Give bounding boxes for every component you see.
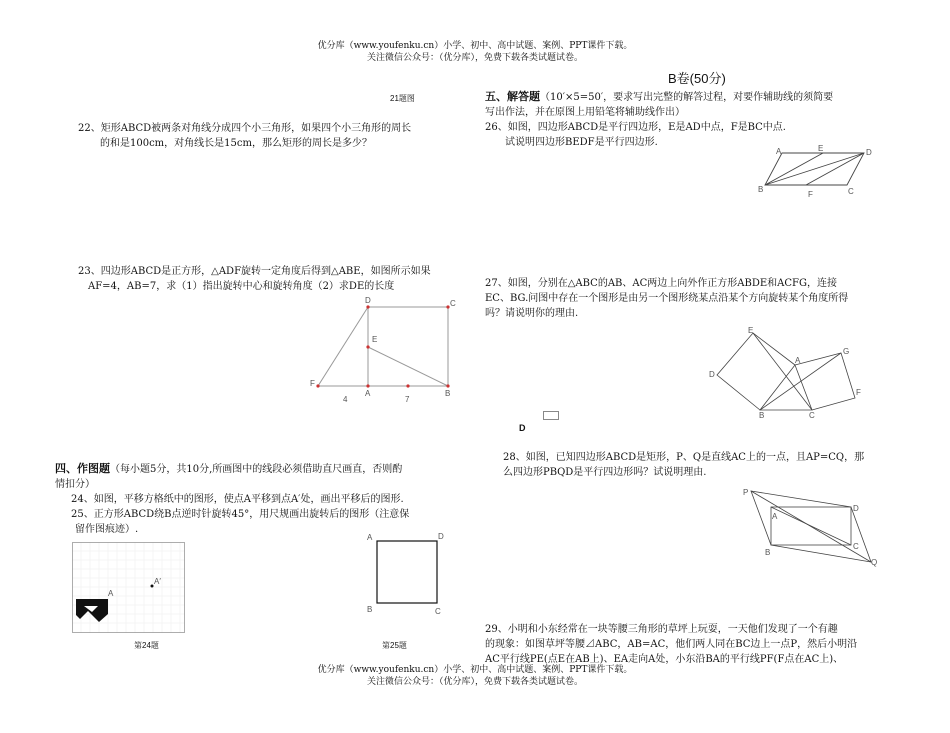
question-28 bbox=[503, 450, 913, 480]
question-27 bbox=[485, 276, 905, 321]
section-5 bbox=[485, 90, 905, 150]
question-22 bbox=[78, 121, 478, 151]
fig23-label-a: A bbox=[365, 389, 371, 398]
fig23-label-d: D bbox=[365, 296, 371, 305]
fig24-caption: 第24题 bbox=[134, 641, 159, 650]
paper-b-title: B卷(50分) bbox=[668, 71, 726, 86]
stray-label-d: D bbox=[519, 423, 526, 433]
figure-28 bbox=[743, 485, 883, 575]
q27-line-1: 27、如图，分别在△ABC的AB、AC两边上向外作正方形ABDE和ACFG，连接 bbox=[485, 278, 837, 289]
q23-line-1: 23、四边形ABCD是正方形，△ADF旋转一定角度后得到△ABE，如图所示如果 bbox=[78, 266, 431, 277]
fig25-label-a: A bbox=[367, 533, 373, 542]
q27-line-3: 吗？请说明你的理由. bbox=[485, 308, 579, 319]
fig25-label-d: D bbox=[438, 532, 444, 541]
fig27-label-b: B bbox=[759, 411, 765, 420]
q26-line-2: 试说明四边形BEDF是平行四边形. bbox=[505, 137, 658, 148]
section-4 bbox=[55, 462, 475, 537]
figure-27 bbox=[705, 325, 865, 420]
fig28-label-p: P bbox=[743, 488, 749, 497]
fig27-label-d: D bbox=[709, 370, 715, 379]
q29-line-3: AC平行线PE(点E在AB上)、EA走向A处，小东沿BA的平行线PF(F点在AC上)、 bbox=[485, 654, 844, 665]
q29-line-2: 的现象：如图草坪等腰⊿ABC，AB=AC，他们两人同在BC边上一点P，然后小明沿 bbox=[485, 639, 858, 650]
footer-line-1: 优分库（www.youfenku.cn）小学、初中、高中试题、案例、PPT课件下载。 bbox=[317, 665, 633, 675]
q29-line-1: 29、小明和小东经常在一块等腰三角形的草坪上玩耍，一天他们发现了一个有趣 bbox=[485, 624, 838, 635]
fig28-label-q: Q bbox=[871, 558, 878, 567]
q22-line-1: 22、矩形ABCD被两条对角线分成四个小三角形，如果四个小三角形的周长 bbox=[78, 123, 412, 134]
fig27-label-f: F bbox=[856, 388, 861, 397]
section-5-desc-1: （10′×5=50′，要求写出完整的解答过程，对要作辅助线的须简要 bbox=[540, 92, 834, 103]
fig23-label-ab: 7 bbox=[405, 395, 410, 404]
section-4-title: 四、作图题 bbox=[55, 463, 110, 475]
fig23-label-f: F bbox=[310, 379, 315, 388]
section-5-title: 五、解答题 bbox=[485, 91, 540, 103]
fig25-label-b: B bbox=[367, 605, 373, 614]
question-23 bbox=[78, 264, 478, 294]
question-29 bbox=[485, 622, 905, 667]
section-5-desc-2: 写出作法，并在原图上用铅笔将辅助线作出） bbox=[485, 107, 685, 118]
fig26-label-f: F bbox=[808, 190, 813, 199]
fig27-label-g: G bbox=[843, 347, 850, 356]
q22-line-2: 的和是100cm，对角线长是15cm，那么矩形的周长是多少？ bbox=[100, 138, 372, 149]
fig26-label-c: C bbox=[848, 187, 854, 196]
question-24: 24、如图，平移方格纸中的图形，使点A平移到点A′处，画出平移后的图形. bbox=[71, 494, 404, 505]
q23-line-2: AF=4，AB=7，求（1）指出旋转中心和旋转角度（2）求DE的长度 bbox=[88, 281, 395, 292]
fig28-label-b: B bbox=[765, 548, 771, 557]
page-footer bbox=[0, 664, 950, 688]
header-line-2: 关注微信公众号：（优分库），免费下载各类试题试卷。 bbox=[366, 53, 583, 63]
fig26-label-a: A bbox=[776, 147, 782, 156]
fig24-label-a: A bbox=[108, 589, 114, 598]
footer-line-2: 关注微信公众号：（优分库），免费下载各类试题试卷。 bbox=[366, 677, 583, 687]
fig26-label-b: B bbox=[758, 185, 764, 194]
fig23-label-e: E bbox=[372, 335, 378, 344]
figure-25 bbox=[365, 528, 455, 623]
fig28-label-c: C bbox=[853, 542, 859, 551]
q28-line-2: 么四边形PBQD是平行四边形吗？试说明理由. bbox=[503, 467, 707, 478]
figure-23 bbox=[300, 292, 470, 407]
fig27-label-a: A bbox=[795, 356, 801, 365]
q26-line-1: 26、如图，四边形ABCD是平行四边形，E是AD中点，F是BC中点. bbox=[485, 122, 786, 133]
fig24-label-a-prime: A′ bbox=[154, 577, 161, 586]
fig23-label-c: C bbox=[450, 299, 456, 308]
q25-line-2: 留作图痕迹）. bbox=[75, 524, 139, 535]
q28-line-1: 28、如图，已知四边形ABCD是矩形，P、Q是直线AC上的一点，且AP=CQ，那 bbox=[503, 452, 865, 463]
fig25-caption: 第25题 bbox=[382, 641, 407, 650]
fig27-label-e: E bbox=[748, 326, 754, 335]
fig23-label-af: 4 bbox=[343, 395, 348, 404]
fig23-label-b: B bbox=[445, 389, 451, 398]
fig21-caption: 21题图 bbox=[390, 94, 415, 103]
q25-line-1: 25、正方形ABCD绕B点逆时针旋转45°，用尺规画出旋转后的图形（注意保 bbox=[71, 509, 410, 520]
section-4-desc-2: 情扣分） bbox=[55, 479, 95, 490]
fig27-label-c: C bbox=[809, 411, 815, 420]
stray-box bbox=[543, 411, 559, 420]
fig28-label-a: A bbox=[772, 512, 778, 521]
fig26-label-d: D bbox=[866, 148, 872, 157]
fig26-label-e: E bbox=[818, 144, 824, 153]
header-line-1: 优分库（www.youfenku.cn）小学、初中、高中试题、案例、PPT课件下载。 bbox=[317, 41, 633, 51]
fig28-label-d: D bbox=[853, 504, 859, 513]
q27-line-2: EC、BG.问图中存在一个图形是由另一个图形绕某点沿某个方向旋转某个角度所得 bbox=[485, 293, 849, 304]
section-4-desc-1: （每小题5分，共10分,所画图中的线段必须借助直尺画直，否则酌 bbox=[110, 464, 403, 475]
fig25-label-c: C bbox=[435, 607, 441, 616]
page-header bbox=[0, 40, 950, 64]
figure-24 bbox=[72, 542, 186, 634]
figure-26 bbox=[750, 143, 880, 203]
